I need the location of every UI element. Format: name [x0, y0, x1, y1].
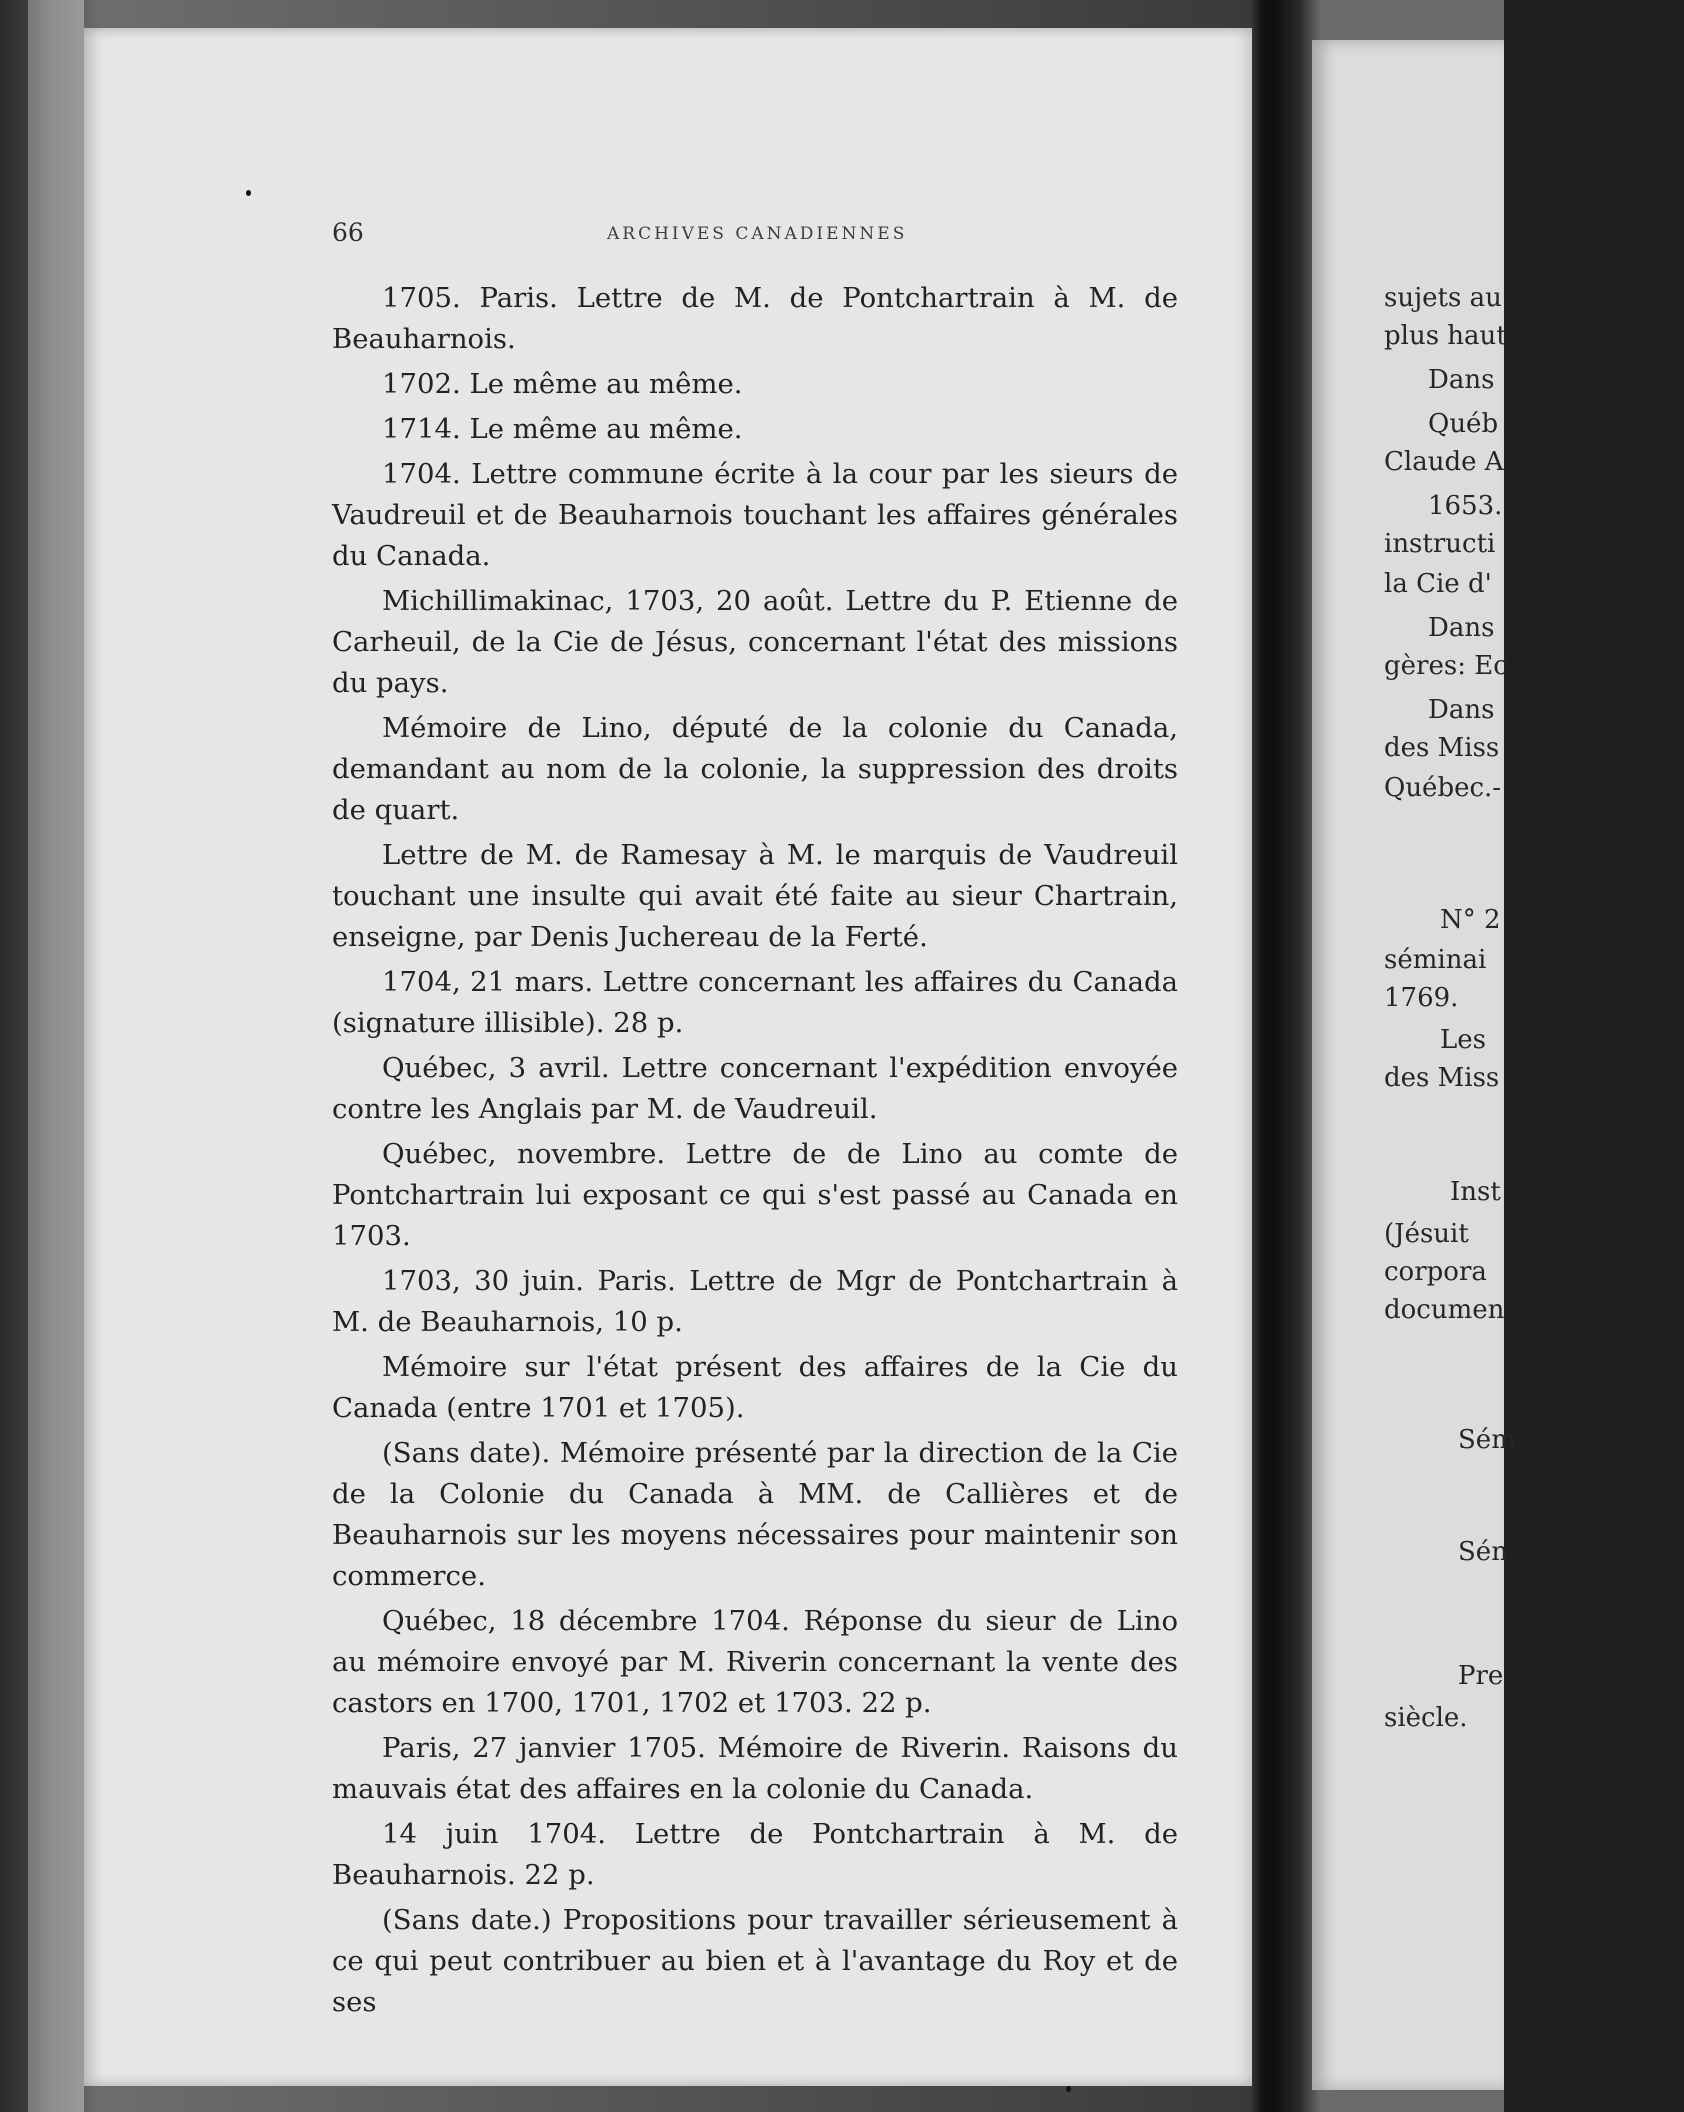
paragraph: 1714. Le même au même.	[382, 413, 743, 445]
right-page-line: la Cie d'	[1384, 569, 1492, 599]
paragraph: (Sans date). Mémoire présenté par la direction de la Cie de la Colonie du Canada à MM. de Callières et de Beauharnois sur les moyens nécessaires pour maintenir son commerce.	[332, 1437, 1178, 1592]
paragraph: Québec, novembre. Lettre de de Lino au comte de Pontchartrain lui exposant ce qui s'est passé au Canada en 1703.	[332, 1138, 1178, 1252]
right-page-line: Québec.-	[1384, 773, 1502, 803]
paragraph: 1704, 21 mars. Lettre concernant les affaires du Canada (signature illisible). 28 p.	[332, 966, 1178, 1039]
right-page-line: (Jésuit	[1384, 1219, 1469, 1249]
paragraph: Québec, 18 décembre 1704. Réponse du sieur de Lino au mémoire envoyé par M. Riverin concernant la vente des castors en 1700, 1701, 1702 et 1703. 22 p.	[332, 1605, 1178, 1719]
ink-speck	[1066, 2086, 1071, 2092]
right-page-line: Les	[1440, 1025, 1486, 1055]
paragraph: 1705. Paris. Lettre de M. de Pontchartrain à M. de Beauharnois.	[332, 282, 1178, 355]
left-page-body	[332, 278, 1178, 2027]
right-page-line: séminai	[1384, 945, 1487, 975]
right-page-line: 1653.	[1428, 491, 1503, 521]
right-page-line: Dans	[1428, 613, 1495, 643]
right-page-line: plus haut	[1384, 321, 1507, 351]
right-page-line: corpora	[1384, 1257, 1487, 1287]
right-page-line: documen	[1384, 1295, 1505, 1325]
running-head	[332, 218, 1178, 254]
paragraph: 1702. Le même au même.	[382, 368, 743, 400]
right-page-line: des Miss	[1384, 1063, 1500, 1093]
paragraph: 1703, 30 juin. Paris. Lettre de Mgr de Pontchartrain à M. de Beauharnois, 10 p.	[332, 1265, 1178, 1338]
paragraph: 14 juin 1704. Lettre de Pontchartrain à M. de Beauharnois. 22 p.	[332, 1818, 1178, 1891]
ink-speck	[246, 190, 251, 196]
right-page-line: Dans	[1428, 365, 1495, 395]
right-page-line: 1769.	[1384, 983, 1459, 1013]
page-number: 66	[332, 218, 364, 247]
paragraph: (Sans date.) Propositions pour travailler sérieusement à ce qui peut contribuer au bien et à l'avantage du Roy et de ses	[332, 1904, 1178, 2018]
right-page-line: Claude A	[1384, 447, 1504, 477]
right-page-line: N° 2	[1440, 905, 1501, 935]
paragraph: Lettre de M. de Ramesay à M. le marquis de Vaudreuil touchant une insulte qui avait été faite au sieur Chartrain, enseigne, par Denis Juchereau de la Ferté.	[332, 839, 1178, 953]
paragraph: Mémoire sur l'état présent des affaires de la Cie du Canada (entre 1701 et 1705).	[332, 1351, 1178, 1424]
right-page-line: des Miss	[1384, 733, 1500, 763]
running-head-title: ARCHIVES CANADIENNES	[607, 224, 908, 244]
right-page-line: Sém	[1458, 1425, 1516, 1455]
paragraph: Michillimakinac, 1703, 20 août. Lettre du P. Etienne de Carheuil, de la Cie de Jésus, concernant l'état des missions du pays.	[332, 585, 1178, 699]
right-page-line: Québ	[1428, 409, 1499, 439]
right-page-line: Sén	[1458, 1537, 1508, 1567]
paragraph: Québec, 3 avril. Lettre concernant l'expédition envoyée contre les Anglais par M. de Vaudreuil.	[332, 1052, 1178, 1125]
right-page-line: Pre	[1458, 1661, 1504, 1691]
right-page-line: sujets au	[1384, 283, 1502, 313]
right-page-line: gères: Ec	[1384, 651, 1508, 681]
paragraph: 1704. Lettre commune écrite à la cour par les sieurs de Vaudreuil et de Beauharnois touchant les affaires générales du Canada.	[332, 458, 1178, 572]
paragraph: Paris, 27 janvier 1705. Mémoire de Riverin. Raisons du mauvais état des affaires en la colonie du Canada.	[332, 1732, 1178, 1805]
right-page-line: siècle.	[1384, 1703, 1468, 1733]
right-page-line: Dans	[1428, 695, 1495, 725]
book-edge-left	[28, 0, 84, 2112]
right-page-line: instructi	[1384, 529, 1496, 559]
paragraph: Mémoire de Lino, député de la colonie du Canada, demandant au nom de la colonie, la suppression des droits de quart.	[332, 712, 1178, 826]
right-page-line: Inst	[1450, 1177, 1501, 1207]
